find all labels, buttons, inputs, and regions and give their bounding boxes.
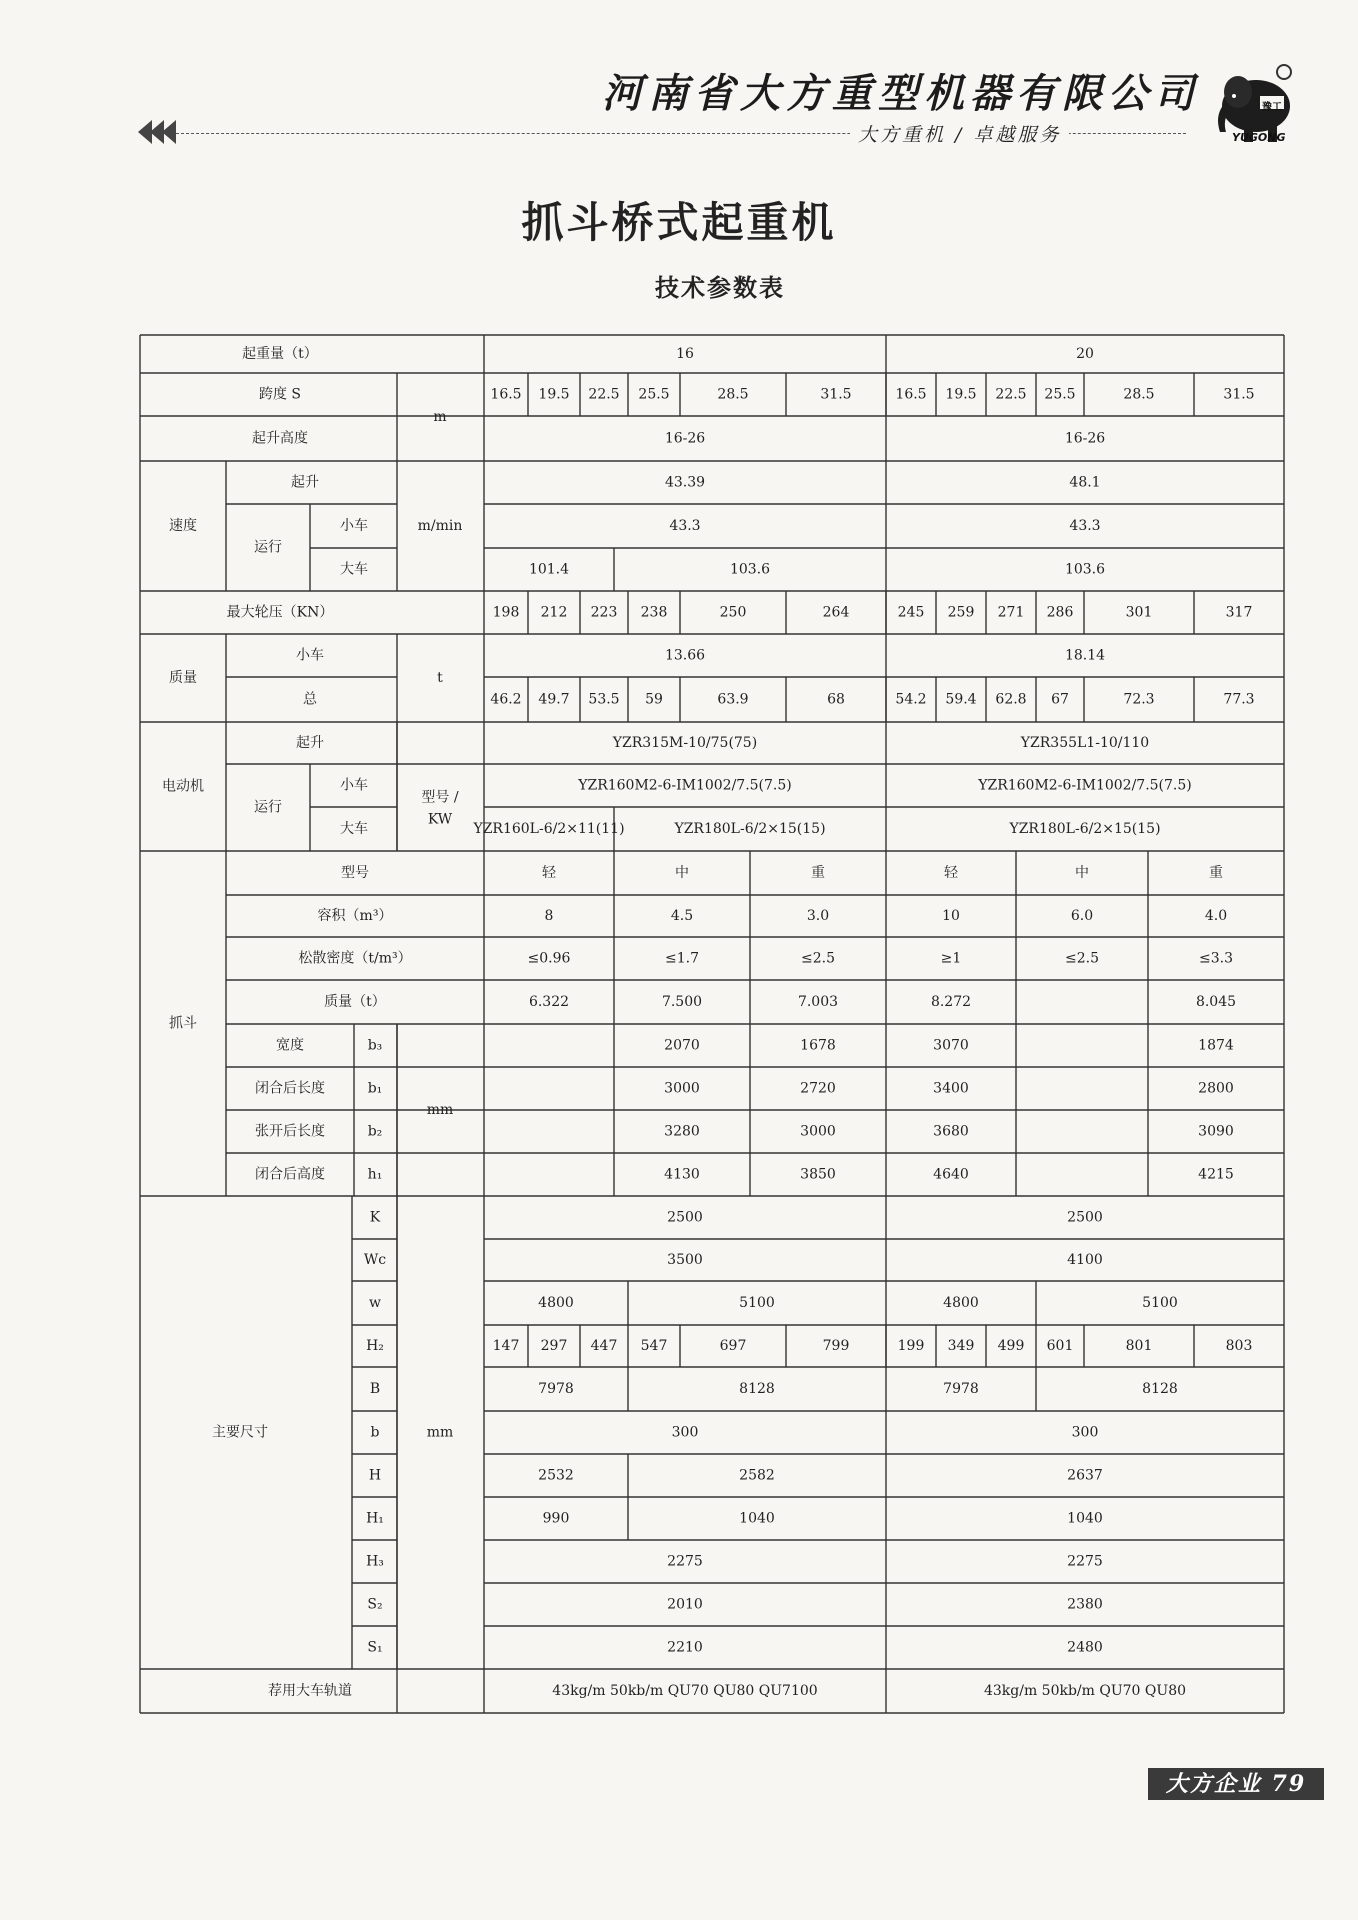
label-sym-h1: h₁	[367, 1166, 383, 1183]
label-motor-unit: 型号 /	[421, 789, 459, 806]
span-value: 19.5	[538, 386, 570, 403]
dim-s1-value: 2210	[667, 1639, 703, 1656]
trolley-speed-value: 43.3	[669, 518, 701, 534]
grab-volume-value: 8	[544, 908, 554, 924]
label-dim-s1: S₁	[367, 1639, 383, 1656]
grab-density-value: ≤3.3	[1199, 950, 1233, 967]
label-motor-travel: 运行	[254, 799, 282, 816]
page-title: 抓斗桥式起重机	[521, 198, 837, 247]
grab-mass-value: 7.003	[797, 994, 839, 1010]
span-value: 31.5	[1223, 386, 1255, 403]
label-dim-b: B	[369, 1381, 381, 1397]
grab-volume-value: 3.0	[806, 908, 830, 924]
dim-w-value: 4800	[538, 1295, 574, 1311]
label-dim-h1: H₁	[366, 1510, 384, 1527]
span-value: 25.5	[638, 386, 670, 403]
dim-h2-value: 547	[640, 1338, 668, 1354]
hoist-speed-value: 48.1	[1069, 474, 1101, 491]
label-sym-b1: b₁	[367, 1080, 383, 1097]
wheel-load-value: 245	[897, 604, 925, 621]
label-lift-height: 起升高度	[252, 430, 308, 447]
label-span-unit: m	[433, 409, 447, 425]
label-dim-s2: S₂	[367, 1596, 383, 1613]
motor-trolley-value: YZR160M2-6-IM1002/7.5(7.5)	[978, 777, 1192, 794]
wheel-load-value: 212	[540, 604, 568, 621]
grab-closed-h-value: 4215	[1198, 1166, 1234, 1183]
motor-hoist-value: YZR315M-10/75(75)	[612, 735, 758, 751]
label-mass-trolley: 小车	[296, 647, 324, 664]
total-mass-value: 72.3	[1123, 691, 1155, 708]
span-value: 25.5	[1044, 386, 1076, 403]
crane-speed-value: 103.6	[729, 561, 771, 578]
dim-h1-value: 1040	[739, 1510, 775, 1527]
span-value: 16.5	[895, 386, 927, 403]
lift-height-value: 16-26	[1064, 430, 1106, 447]
label-dim-k: K	[369, 1209, 381, 1226]
grab-density-value: ≤2.5	[801, 950, 835, 967]
label-motor: 电动机	[162, 778, 204, 795]
crane-speed-value: 103.6	[1064, 561, 1106, 578]
dim-s2-value: 2010	[667, 1596, 703, 1613]
footer-badge	[1148, 1768, 1324, 1800]
wheel-load-value: 317	[1225, 604, 1253, 621]
dim-w-value: 5100	[739, 1295, 775, 1311]
dim-h2-value: 801	[1125, 1338, 1153, 1354]
grab-closed-len-value: 2800	[1198, 1080, 1234, 1097]
label-motor-unit-kw: KW	[427, 811, 453, 828]
trolley-speed-value: 43.3	[1069, 518, 1101, 534]
grab-open-len-value: 3680	[933, 1123, 969, 1140]
grab-mass-value: 6.322	[528, 994, 570, 1010]
label-mass: 质量	[169, 670, 197, 686]
dim-h2-value: 803	[1225, 1338, 1253, 1354]
page-subtitle: 技术参数表	[655, 274, 785, 302]
grab-closed-len-value: 3000	[664, 1080, 700, 1097]
label-grab-type: 型号	[341, 865, 369, 881]
company-name: 河南省大方重型机器有限公司	[602, 70, 1200, 117]
wheel-load-value: 271	[997, 604, 1025, 621]
grab-open-len-value: 3090	[1198, 1123, 1234, 1140]
label-dim-h2: H₂	[366, 1338, 384, 1354]
label-hoist: 起升	[291, 474, 319, 491]
label-grab: 抓斗	[169, 1015, 197, 1032]
dim-wc-value: 3500	[667, 1252, 703, 1268]
grab-volume-value: 4.5	[670, 908, 694, 924]
span-value: 16.5	[490, 386, 522, 403]
span-value: 22.5	[588, 386, 620, 403]
grab-closed-h-value: 4130	[664, 1166, 700, 1183]
total-mass-value: 59.4	[945, 691, 977, 708]
dim-h2-value: 297	[540, 1338, 568, 1354]
label-width: 宽度	[276, 1037, 304, 1054]
dim-s1-value: 2480	[1067, 1639, 1103, 1656]
dim-s2-value: 2380	[1067, 1596, 1103, 1613]
label-capacity: 起重量（t）	[242, 346, 318, 362]
grab-volume-value: 10	[942, 908, 960, 924]
grab-mass-value: 7.500	[661, 994, 703, 1010]
grab-mass-value: 8.045	[1195, 994, 1237, 1010]
label-span: 跨度 S	[258, 386, 302, 403]
dim-k-value: 2500	[1067, 1209, 1103, 1226]
crane-speed-value: 101.4	[528, 561, 570, 578]
company-slogan: 大方重机 / 卓越服务	[850, 120, 1069, 147]
capacity-value: 20	[1076, 346, 1094, 362]
label-sym-b3: b₃	[367, 1037, 383, 1054]
grab-width-value: 1678	[800, 1037, 836, 1054]
label-mass-unit: t	[437, 670, 443, 686]
label-motor-crane: 大车	[340, 821, 368, 837]
dim-b-value: 8128	[739, 1381, 775, 1397]
label-dim-w: w	[369, 1295, 381, 1311]
page-number: 79	[1271, 1771, 1307, 1797]
dim-h3-value: 2275	[667, 1553, 703, 1570]
dim-h3-value: 2275	[1067, 1553, 1103, 1570]
grab-type-value: 中	[1075, 865, 1089, 881]
label-grab-volume: 容积（m³）	[317, 908, 393, 924]
span-value: 28.5	[1123, 386, 1155, 403]
grab-closed-len-value: 2720	[800, 1080, 836, 1097]
trolley-mass-value: 18.14	[1064, 647, 1106, 664]
label-dim-b: b	[370, 1424, 380, 1441]
label-grab-mass: 质量（t）	[324, 994, 386, 1010]
dim-h2-value: 349	[947, 1338, 975, 1354]
hoist-speed-value: 43.39	[664, 474, 706, 491]
dim-k-value: 2500	[667, 1209, 703, 1226]
grab-width-value: 1874	[1198, 1037, 1234, 1054]
total-mass-value: 46.2	[490, 691, 522, 708]
grab-density-value: ≤1.7	[665, 950, 699, 967]
table-grid	[140, 335, 1284, 1713]
label-main-dims: 主要尺寸	[212, 1424, 268, 1441]
label-motor-trolley: 小车	[340, 777, 368, 794]
rail-value: 43kg/m 50kb/m QU70 QU80	[983, 1683, 1187, 1699]
wheel-load-value: 301	[1125, 604, 1153, 621]
dim-wc-value: 4100	[1067, 1252, 1103, 1268]
total-mass-value: 63.9	[717, 691, 749, 708]
wheel-load-value: 223	[590, 604, 618, 621]
total-mass-value: 62.8	[995, 691, 1027, 708]
dim-w-value: 4800	[943, 1295, 979, 1311]
wheel-load-value: 286	[1046, 604, 1074, 621]
lift-height-value: 16-26	[664, 430, 706, 447]
dim-b-value: 7978	[943, 1381, 979, 1397]
grab-closed-h-value: 4640	[933, 1166, 969, 1183]
dim-b-value: 7978	[538, 1381, 574, 1397]
dim-b-value: 8128	[1142, 1381, 1178, 1397]
label-motor-hoist: 起升	[296, 735, 324, 751]
dim-h-value: 2637	[1067, 1467, 1103, 1484]
label-grab-unit: mm	[426, 1102, 454, 1118]
total-mass-value: 59	[645, 691, 663, 708]
label-closed-h: 闭合后高度	[255, 1166, 325, 1183]
grab-width-value: 2070	[664, 1037, 700, 1054]
motor-crane-value: YZR180L-6/2×15(15)	[674, 821, 826, 837]
grab-type-value: 重	[1209, 865, 1223, 881]
dim-h2-value: 697	[719, 1338, 747, 1354]
motor-hoist-value: YZR355L1-10/110	[1020, 735, 1150, 751]
dim-bb-value: 300	[671, 1424, 699, 1441]
wheel-load-value: 198	[492, 604, 520, 621]
label-crane: 大车	[340, 561, 368, 578]
dim-h2-value: 147	[492, 1338, 520, 1354]
grab-width-value: 3070	[933, 1037, 969, 1054]
label-closed-len: 闭合后长度	[255, 1080, 325, 1097]
total-mass-value: 68	[827, 691, 845, 708]
dim-h-value: 2532	[538, 1467, 574, 1484]
grab-volume-value: 6.0	[1070, 908, 1094, 924]
label-grab-density: 松散密度（t/m³）	[298, 950, 412, 967]
motor-crane-value: YZR160L-6/2×11(11)	[473, 821, 625, 837]
grab-closed-len-value: 3400	[933, 1080, 969, 1097]
dim-h2-value: 499	[997, 1338, 1025, 1354]
dim-h2-value: 601	[1046, 1338, 1074, 1354]
grab-closed-h-value: 3850	[800, 1166, 836, 1183]
grab-density-value: ≥1	[940, 950, 962, 967]
rail-value: 43kg/m 50kb/m QU70 QU80 QU7100	[552, 1683, 818, 1699]
dim-h2-value: 799	[822, 1338, 850, 1354]
wheel-load-value: 259	[947, 604, 975, 621]
dim-h2-value: 199	[897, 1338, 925, 1354]
label-open-len: 张开后长度	[255, 1123, 325, 1140]
grab-mass-value: 8.272	[930, 994, 972, 1010]
span-value: 19.5	[945, 386, 977, 403]
label-wheel-load: 最大轮压（KN）	[226, 604, 334, 621]
total-mass-value: 67	[1051, 691, 1069, 708]
dim-bb-value: 300	[1071, 1424, 1099, 1441]
grab-open-len-value: 3280	[664, 1123, 700, 1140]
label-speed: 速度	[169, 518, 197, 534]
grab-type-value: 重	[811, 865, 825, 881]
logo-badge: 豫工	[1262, 102, 1282, 113]
dim-w-value: 5100	[1142, 1295, 1178, 1311]
motor-trolley-value: YZR160M2-6-IM1002/7.5(7.5)	[578, 777, 792, 794]
footer-label: 大方企业	[1165, 1771, 1262, 1797]
logo-wordmark: YUGONG	[1232, 131, 1286, 144]
grab-open-len-value: 3000	[800, 1123, 836, 1140]
label-trolley: 小车	[340, 518, 368, 534]
span-value: 31.5	[820, 386, 852, 403]
total-mass-value: 49.7	[538, 691, 570, 708]
label-dim-h3: H₃	[366, 1553, 384, 1570]
wheel-load-value: 250	[719, 604, 747, 621]
label-dims-unit: mm	[426, 1424, 454, 1441]
total-mass-value: 77.3	[1223, 691, 1255, 708]
dim-h1-value: 990	[542, 1510, 570, 1527]
label-dim-h: H	[368, 1467, 382, 1484]
motor-crane-value: YZR180L-6/2×15(15)	[1009, 821, 1161, 837]
grab-density-value: ≤2.5	[1065, 950, 1099, 967]
dim-h2-value: 447	[590, 1338, 618, 1354]
grab-type-value: 轻	[542, 865, 556, 881]
span-value: 22.5	[995, 386, 1027, 403]
wheel-load-value: 238	[640, 604, 668, 621]
grab-volume-value: 4.0	[1204, 908, 1228, 924]
dim-h-value: 2582	[739, 1467, 775, 1484]
grab-type-value: 中	[675, 865, 689, 881]
total-mass-value: 53.5	[588, 691, 620, 708]
grab-type-value: 轻	[944, 865, 958, 881]
label-dim-wc: Wc	[363, 1252, 387, 1268]
label-mass-total: 总	[303, 691, 317, 708]
label-rail: 荐用大车轨道	[268, 1683, 352, 1699]
total-mass-value: 54.2	[895, 691, 927, 708]
label-travel: 运行	[254, 539, 282, 556]
trolley-mass-value: 13.66	[664, 647, 706, 664]
capacity-value: 16	[676, 346, 694, 362]
label-speed-unit: m/min	[417, 518, 463, 534]
label-sym-b2: b₂	[367, 1123, 383, 1140]
grab-density-value: ≤0.96	[527, 950, 571, 967]
wheel-load-value: 264	[822, 604, 850, 621]
dim-h1-value: 1040	[1067, 1510, 1103, 1527]
span-value: 28.5	[717, 386, 749, 403]
